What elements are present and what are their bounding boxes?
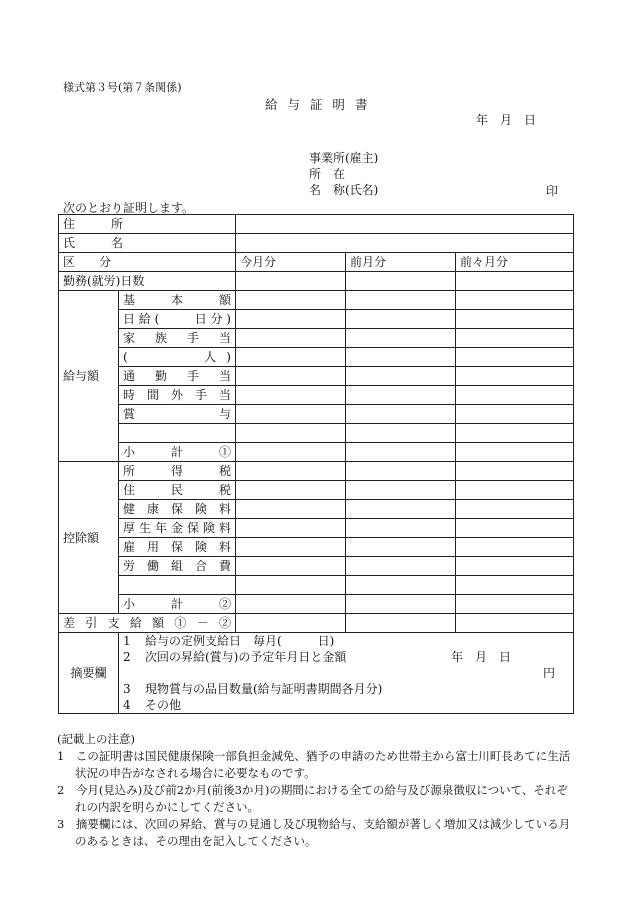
salary-item: 時間外手当 xyxy=(119,386,236,405)
note-item-2: 2 今月(見込み)及び前2か月(前後3か月)の期間における全ての給与及び源泉徴収について、それぞれの内訳を明らかにしてください。 xyxy=(57,783,568,814)
work-days-last[interactable] xyxy=(346,272,456,291)
work-days-row xyxy=(59,272,574,291)
value-cell[interactable] xyxy=(236,367,346,386)
value-cell[interactable] xyxy=(456,443,574,462)
deduction-row xyxy=(59,538,574,557)
name-row xyxy=(59,234,574,253)
summary-row xyxy=(59,633,574,714)
value-cell[interactable] xyxy=(346,576,456,595)
value-cell[interactable] xyxy=(236,538,346,557)
value-cell[interactable] xyxy=(346,310,456,329)
value-cell[interactable] xyxy=(346,614,456,633)
deduction-row xyxy=(59,576,574,595)
summary-item-2 xyxy=(123,649,569,665)
address-label-cell xyxy=(59,215,236,234)
value-cell[interactable] xyxy=(236,329,346,348)
summary-content[interactable] xyxy=(119,633,574,714)
col-two-months-ago: 前々月分 xyxy=(456,253,574,272)
deduction-row xyxy=(59,557,574,576)
deduction-row xyxy=(59,519,574,538)
value-cell[interactable] xyxy=(456,538,574,557)
value-cell[interactable] xyxy=(236,310,346,329)
note-item-1: 1 この証明書は国民健康保険一部負担金減免、猶予の申請のため世帯主から富士川町長あてに生活状況の申告がなされる場合に必要なものです。 xyxy=(57,749,571,780)
value-cell[interactable] xyxy=(236,386,346,405)
salary-item: 賞与 xyxy=(119,405,236,424)
salary-row xyxy=(59,405,574,424)
issuer-address-label: 所 在 xyxy=(309,167,346,181)
summary-num: 1 xyxy=(123,634,131,648)
deduction-item: 労働組合費 xyxy=(119,557,236,576)
salary-item: 日給( 日分) xyxy=(119,310,236,329)
summary-yen: 円 xyxy=(542,666,555,680)
summary-label: 摘要欄 xyxy=(59,633,119,714)
deduction-group-label: 控除額 xyxy=(59,462,119,614)
value-cell[interactable] xyxy=(456,386,574,405)
value-cell[interactable] xyxy=(236,595,346,614)
form-number: 様式第３号(第７条関係) xyxy=(63,81,182,94)
salary-row xyxy=(59,291,574,310)
address-row xyxy=(59,215,574,234)
intro-text: 次のとおり証明します。 xyxy=(63,201,195,215)
value-cell[interactable] xyxy=(236,424,346,443)
work-days-label: 勤務(就労)日数 xyxy=(59,272,236,291)
value-cell[interactable] xyxy=(346,291,456,310)
deduction-item: 所得税 xyxy=(119,462,236,481)
document-title: 給 与 証 明 書 xyxy=(265,97,371,112)
name-value[interactable] xyxy=(236,234,574,253)
notes-block xyxy=(57,731,572,850)
work-days-prev[interactable] xyxy=(456,272,574,291)
salary-item: 基本額 xyxy=(119,291,236,310)
issuer-office-label: 事業所(雇主) xyxy=(309,151,379,165)
value-cell[interactable] xyxy=(236,405,346,424)
value-cell[interactable] xyxy=(456,329,574,348)
value-cell[interactable] xyxy=(346,424,456,443)
summary-item-3 xyxy=(123,681,569,697)
deduction-item: 健康保険料 xyxy=(119,500,236,519)
salary-subtotal-row xyxy=(59,443,574,462)
col-this-month: 今月分 xyxy=(236,253,346,272)
value-cell[interactable] xyxy=(456,576,574,595)
deduction-row xyxy=(59,481,574,500)
address-label: 住所 xyxy=(63,217,123,231)
value-cell[interactable] xyxy=(236,500,346,519)
summary-date: 年 月 日 xyxy=(451,650,512,664)
salary-item: 通勤手当 xyxy=(119,367,236,386)
value-cell[interactable] xyxy=(456,462,574,481)
column-header-row xyxy=(59,253,574,272)
value-cell[interactable] xyxy=(236,481,346,500)
deduction-item: 住民税 xyxy=(119,481,236,500)
summary-item-1 xyxy=(123,633,569,649)
notes-heading: (記載上の注意) xyxy=(57,732,135,746)
value-cell[interactable] xyxy=(456,500,574,519)
value-cell[interactable] xyxy=(346,595,456,614)
deduction-subtotal-row xyxy=(59,595,574,614)
value-cell[interactable] xyxy=(236,519,346,538)
value-cell[interactable] xyxy=(346,329,456,348)
work-days-this[interactable] xyxy=(236,272,346,291)
salary-item-blank[interactable] xyxy=(119,424,236,443)
value-cell[interactable] xyxy=(236,348,346,367)
deduction-subtotal-label: 小計② xyxy=(119,595,236,614)
value-cell[interactable] xyxy=(456,557,574,576)
value-cell[interactable] xyxy=(456,519,574,538)
salary-item: 家族手当 xyxy=(119,329,236,348)
value-cell[interactable] xyxy=(346,557,456,576)
summary-num: 4 xyxy=(123,698,131,712)
value-cell[interactable] xyxy=(236,614,346,633)
col-category: 区 分 xyxy=(59,253,236,272)
seal-mark: 印 xyxy=(546,184,559,198)
value-cell[interactable] xyxy=(346,500,456,519)
issue-date: 年 月 日 xyxy=(476,113,537,127)
net-amount-label: 差引支給額①－② xyxy=(59,614,236,633)
summary-text: その他 xyxy=(145,698,182,712)
value-cell[interactable] xyxy=(456,424,574,443)
summary-item-4 xyxy=(123,697,569,713)
value-cell[interactable] xyxy=(346,462,456,481)
deduction-row xyxy=(59,500,574,519)
value-cell[interactable] xyxy=(456,367,574,386)
value-cell[interactable] xyxy=(236,557,346,576)
value-cell[interactable] xyxy=(456,310,574,329)
salary-subtotal-label: 小計① xyxy=(119,443,236,462)
summary-text: 次回の昇給(賞与)の予定年月日と金額 xyxy=(145,650,347,664)
note-item-3: 3 摘要欄には、次回の昇給、賞与の見通し及び現物給与、支給額が著しく増加又は減少している月のあるときは、その理由を記入してください。 xyxy=(57,817,571,848)
value-cell[interactable] xyxy=(346,405,456,424)
issuer-block xyxy=(309,150,378,198)
value-cell[interactable] xyxy=(346,367,456,386)
value-cell[interactable] xyxy=(346,519,456,538)
value-cell[interactable] xyxy=(236,462,346,481)
address-value[interactable] xyxy=(236,215,574,234)
summary-num: 3 xyxy=(123,682,131,696)
deduction-item-blank[interactable] xyxy=(119,576,236,595)
deduction-item: 厚生年金保険料 xyxy=(119,519,236,538)
name-label-cell xyxy=(59,234,236,253)
col-last-month: 前月分 xyxy=(346,253,456,272)
deduction-item: 雇用保険料 xyxy=(119,538,236,557)
salary-row xyxy=(59,329,574,348)
issuer-name-label: 名 称(氏名) xyxy=(309,183,379,197)
value-cell[interactable] xyxy=(456,614,574,633)
summary-text: 現物賞与の品目数量(給与証明書期間各月分) xyxy=(145,682,383,696)
summary-num: 2 xyxy=(123,650,131,664)
value-cell[interactable] xyxy=(456,481,574,500)
value-cell[interactable] xyxy=(346,386,456,405)
salary-certificate-table xyxy=(58,214,574,714)
deduction-row xyxy=(59,462,574,481)
value-cell[interactable] xyxy=(456,405,574,424)
value-cell[interactable] xyxy=(346,443,456,462)
value-cell[interactable] xyxy=(236,576,346,595)
salary-row xyxy=(59,367,574,386)
salary-item: ( 人) xyxy=(119,348,236,367)
value-cell[interactable] xyxy=(346,538,456,557)
value-cell[interactable] xyxy=(456,291,574,310)
salary-row xyxy=(59,386,574,405)
value-cell[interactable] xyxy=(456,595,574,614)
value-cell[interactable] xyxy=(236,291,346,310)
value-cell[interactable] xyxy=(456,348,574,367)
salary-row xyxy=(59,348,574,367)
summary-text: 給与の定例支給日 毎月( 日) xyxy=(145,634,335,648)
value-cell[interactable] xyxy=(346,348,456,367)
net-amount-row xyxy=(59,614,574,633)
value-cell[interactable] xyxy=(346,481,456,500)
salary-group-label: 給与額 xyxy=(59,291,119,462)
value-cell[interactable] xyxy=(236,443,346,462)
salary-row xyxy=(59,310,574,329)
salary-row xyxy=(59,424,574,443)
name-label: 氏名 xyxy=(63,236,123,250)
